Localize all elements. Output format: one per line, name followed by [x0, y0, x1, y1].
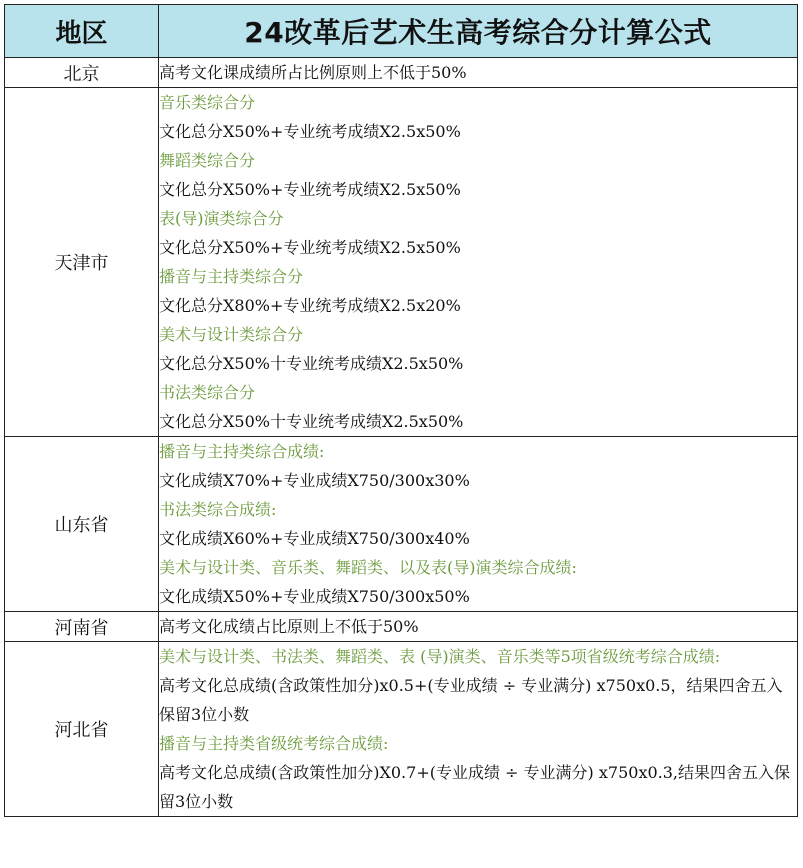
region-shandong: 山东省 — [5, 437, 159, 612]
tianjin-formula: 文化总分X50%+专业统考成绩X2.5x50% — [159, 122, 461, 141]
tianjin-formula: 文化总分X50%+专业统考成绩X2.5x50% — [159, 180, 461, 199]
row-shandong — [5, 437, 798, 612]
content-shandong — [159, 437, 798, 612]
shandong-category: 书法类综合成绩: — [159, 500, 277, 519]
row-henan — [5, 612, 798, 642]
content-tianjin — [159, 88, 798, 437]
row-beijing — [5, 58, 798, 88]
row-hebei — [5, 642, 798, 817]
row-tianjin — [5, 88, 798, 437]
hebei-category: 播音与主持类省级统考综合成绩: — [159, 734, 389, 753]
hebei-formula: 高考文化总成绩(含政策性加分)x0.5+(专业成绩 ÷ 专业满分) x750x0.5，结果四舍五入保留3位小数 — [159, 676, 783, 724]
tianjin-formula: 文化总分X50%十专业统考成绩X2.5x50% — [159, 412, 464, 431]
tianjin-category: 美术与设计类综合分 — [159, 325, 304, 344]
content-hebei — [159, 642, 798, 817]
content-beijing — [159, 58, 798, 88]
region-beijing: 北京 — [5, 58, 159, 88]
region-tianjin: 天津市 — [5, 88, 159, 437]
tianjin-formula: 文化总分X50%十专业统考成绩X2.5x50% — [159, 354, 464, 373]
shandong-category: 美术与设计类、音乐类、舞蹈类、以及表(导)演类综合成绩: — [159, 558, 577, 577]
tianjin-category: 表(导)演类综合分 — [159, 209, 284, 228]
shandong-formula: 文化成绩X60%+专业成绩X750/300x40% — [159, 529, 470, 548]
tianjin-category: 播音与主持类综合分 — [159, 267, 304, 286]
tianjin-formula: 文化总分X50%+专业统考成绩X2.5x50% — [159, 238, 461, 257]
content-henan — [159, 612, 798, 642]
tianjin-category: 音乐类综合分 — [159, 93, 256, 112]
header-region: 地区 — [5, 5, 159, 58]
header-row — [5, 5, 798, 58]
region-hebei: 河北省 — [5, 642, 159, 817]
formula-table — [4, 4, 798, 817]
hebei-category: 美术与设计类、书法类、舞蹈类、表 (导)演类、音乐类等5项省级统考综合成绩: — [159, 647, 721, 666]
tianjin-category: 书法类综合分 — [159, 383, 256, 402]
shandong-category: 播音与主持类综合成绩: — [159, 442, 325, 461]
tianjin-formula: 文化总分X80%+专业统考成绩X2.5x20% — [159, 296, 461, 315]
shandong-formula: 文化成绩X50%+专业成绩X750/300x50% — [159, 587, 470, 606]
beijing-text: 高考文化课成绩所占比例原则上不低于50% — [159, 63, 467, 82]
shandong-formula: 文化成绩X70%+专业成绩X750/300x30% — [159, 471, 470, 490]
hebei-formula: 高考文化总成绩(含政策性加分)X0.7+(专业成绩 ÷ 专业满分) x750x0.3,结果四舍五入保留3位小数 — [159, 763, 790, 811]
region-henan: 河南省 — [5, 612, 159, 642]
tianjin-category: 舞蹈类综合分 — [159, 151, 256, 170]
header-title: 24改革后艺术生高考综合分计算公式 — [159, 5, 798, 58]
henan-text: 高考文化成绩占比原则上不低于50% — [159, 617, 419, 636]
